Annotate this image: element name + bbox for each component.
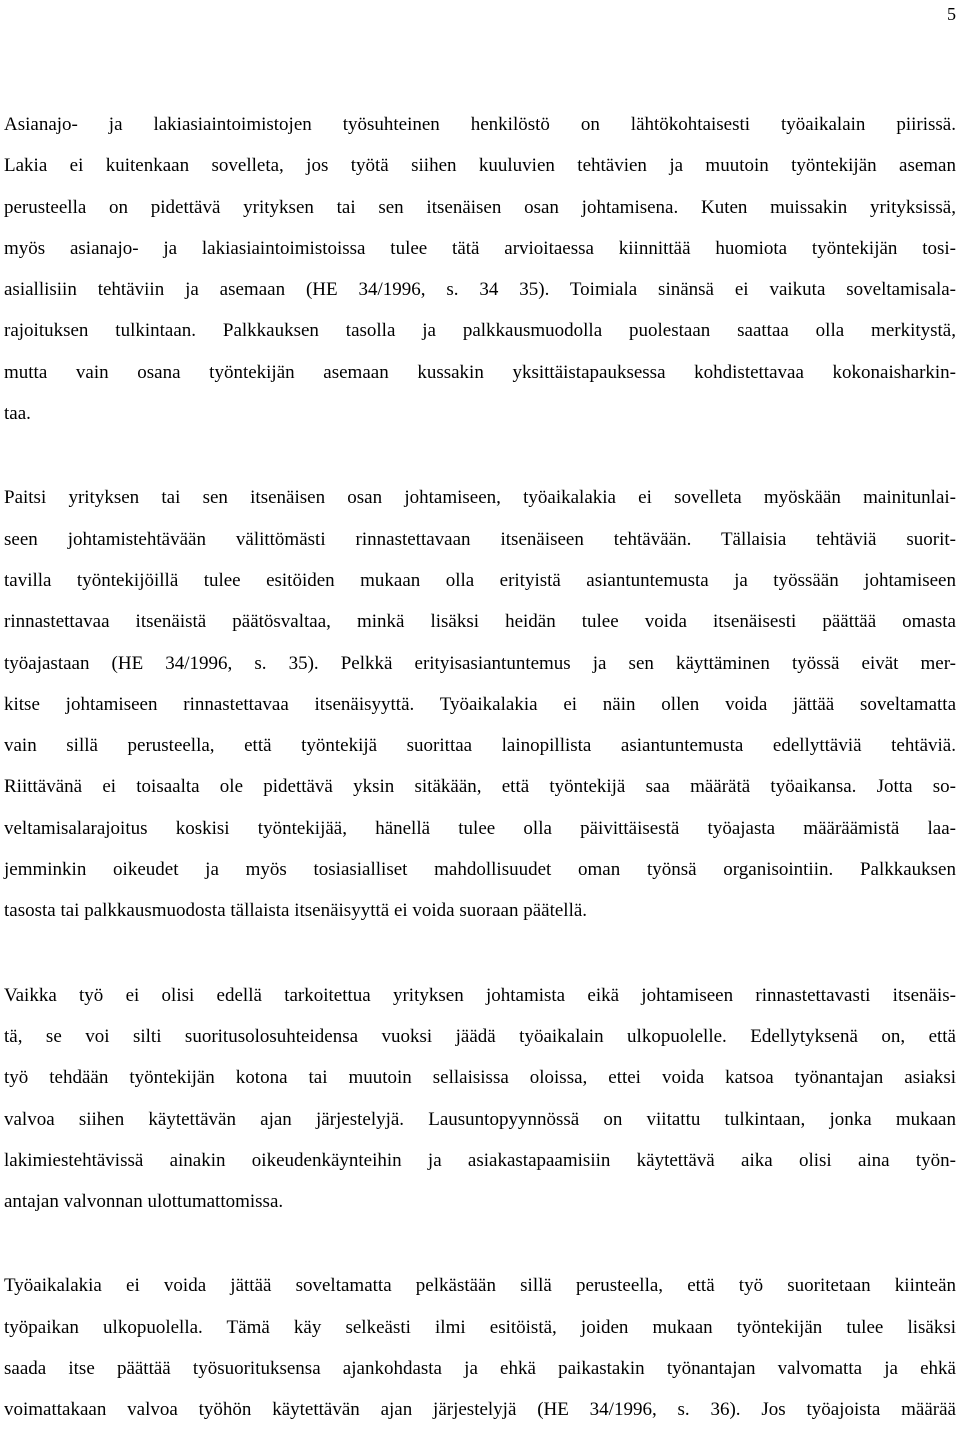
text-line: asiallisiin tehtäviin ja asemaan (HE 34/1996, s. 34 35). Toimiala sinänsä ei vaikuta soveltamisala-: [4, 279, 956, 301]
text-line: työpaikan ulkopuolella. Tämä käy selkeästi ilmi esitöistä, joiden mukaan työntekijän tulee lisäksi: [4, 1316, 956, 1338]
text-line: veltamisalarajoitus koskisi työntekijää, hänellä tulee olla päivittäisestä työajasta määräämistä laa-: [4, 817, 956, 839]
text-line: tavilla työntekijöillä tulee esitöiden mukaan olla erityistä asiantuntemusta ja työssään johtamiseen: [4, 569, 956, 591]
text-line: saada itse päättää työsuorituksensa ajankohdasta ja ehkä paikastakin työnantajan valvomatta ja ehkä: [4, 1358, 956, 1380]
text-line: Lakia ei kuitenkaan sovelleta, jos työtä siihen kuuluvien tehtävien ja muutoin työntekijän aseman: [4, 155, 956, 177]
text-line: valvoa siihen käytettävän ajan järjestelyjä. Lausuntopyynnössä on viitattu tulkintaan, jonka mukaan: [4, 1108, 956, 1130]
text-line: tasosta tai palkkausmuodosta tällaista itsenäisyyttä ei voida suoraan päätellä.: [4, 900, 588, 922]
text-line: rajoituksen tulkintaan. Palkkauksen tasolla ja palkkausmuodolla puolestaan saattaa olla merkitystä,: [4, 320, 956, 342]
paragraph-1: [4, 104, 956, 434]
text-line: työajastaan (HE 34/1996, s. 35). Pelkkä erityisasiantuntemus ja sen käyttäminen työssä eivät mer-: [4, 652, 956, 674]
text-line: Vaikka työ ei olisi edellä tarkoitettua yrityksen johtamista eikä johtamiseen rinnastettavasti itsenäis-: [4, 984, 956, 1006]
page-number: 5: [947, 4, 956, 24]
text-line: Paitsi yrityksen tai sen itsenäisen osan johtamiseen, työaikalakia ei sovelleta myöskään mainitunlai-: [4, 487, 956, 509]
text-line: lakimiestehtävissä ainakin oikeudenkäynteihin ja asiakastapaamisiin käytettävä aika olisi aina työn-: [4, 1149, 956, 1171]
text-line: tä, se voi silti suoritusolosuhteidensa vuoksi jäädä työaikalain ulkopuolelle. Edellytyksenä on, että: [4, 1025, 956, 1047]
paragraph-3: [4, 975, 956, 1223]
text-line: voimattakaan valvoa työhön käytettävän ajan järjestelyjä (HE 34/1996, s. 36). Jos työajoista määrää: [4, 1399, 956, 1421]
paragraph-2: [4, 477, 956, 931]
text-line: työ tehdään työntekijän kotona tai muutoin sellaisissa oloissa, ettei voida katsoa työnantajan asiaksi: [4, 1067, 956, 1089]
text-line: kitse johtamiseen rinnastettavaa itsenäisyyttä. Työaikalakia ei näin ollen voida jättää soveltamatta: [4, 693, 956, 715]
text-line: antajan valvonnan ulottumattomissa.: [4, 1191, 284, 1213]
paragraph-4: [4, 1265, 956, 1430]
document-body: [4, 104, 956, 1431]
text-line: perusteella on pidettävä yrityksen tai sen itsenäisen osan johtamisena. Kuten muissakin yrityksissä,: [4, 196, 956, 218]
text-line: taa.: [4, 403, 31, 425]
text-line: seen johtamistehtävään välittömästi rinnastettavaan itsenäiseen tehtävään. Tällaisia tehtäviä suorit-: [4, 528, 956, 550]
text-line: Asianajo- ja lakiasiaintoimistojen työsuhteinen henkilöstö on lähtökohtaisesti työaikalain piirissä.: [4, 114, 956, 135]
text-line: rinnastettavaa itsenäistä päätösvaltaa, minkä lisäksi heidän tulee voida itsenäisesti päättää omasta: [4, 611, 956, 633]
text-line: vain sillä perusteella, että työntekijä suorittaa lainopillista asiantuntemusta edellyttäviä tehtäviä.: [4, 735, 956, 757]
text-line: jemminkin oikeudet ja myös tosiasialliset mahdollisuudet oman työnsä organisointiin. Palkkauksen: [4, 859, 956, 881]
text-line: Työaikalakia ei voida jättää soveltamatta pelkästään sillä perusteella, että työ suoritetaan kiinteän: [4, 1275, 956, 1297]
text-line: Riittävänä ei toisaalta ole pidettävä yksin sitäkään, että työntekijä saa määrätä työaikansa. Jotta so-: [4, 776, 956, 798]
text-line: mutta vain osana työntekijän asemaan kussakin yksittäistapauksessa kohdistettavaa kokonaisharkin-: [4, 361, 956, 383]
text-line: myös asianajo- ja lakiasiaintoimistoissa tulee tätä arvioitaessa kiinnittää huomiota työntekijän tosi-: [4, 237, 956, 259]
